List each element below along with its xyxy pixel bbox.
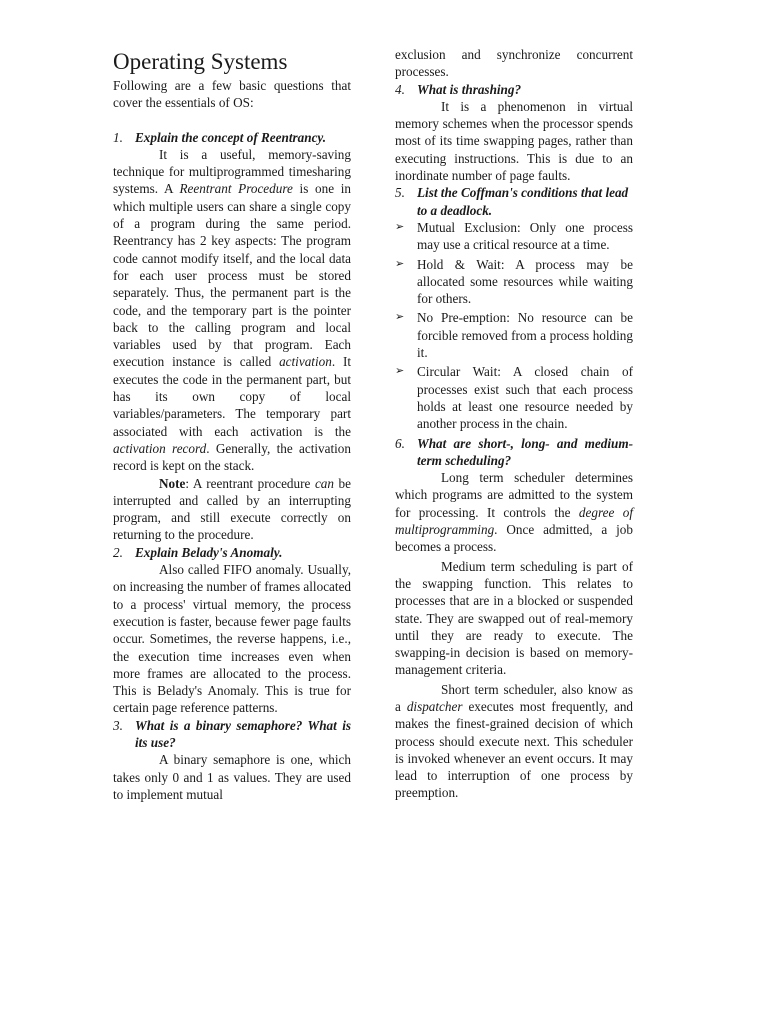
list-item-text: No Pre-emption: No resource can be forcible removed from a process holding it. <box>417 310 633 361</box>
arrow-bullet-icon: ➢ <box>395 220 405 233</box>
question-6 <box>395 435 633 470</box>
question-number: 1. <box>113 129 123 145</box>
emphasis-term: Reentrant Procedure <box>179 181 293 197</box>
answer-text: . Once admitted, a job becomes a process. <box>395 522 633 555</box>
answer-text: : A reentrant procedure <box>185 475 315 491</box>
coffman-conditions-list <box>395 219 633 433</box>
question-number: 6. <box>395 435 405 451</box>
emphasis-term: activation <box>279 354 332 370</box>
arrow-bullet-icon: ➢ <box>395 257 405 270</box>
left-column <box>113 45 351 803</box>
list-item <box>395 309 633 361</box>
list-item <box>395 219 633 254</box>
question-4 <box>395 81 633 98</box>
emphasis-term: can <box>314 475 334 491</box>
long-term-paragraph <box>395 469 633 555</box>
note-label: Note <box>159 475 186 491</box>
answer-text: executes most frequently, and makes the finest-grained decision of which process should execute next. This scheduler is invoked whenever an event occurs. It may lead to interruption of one process by preemption. <box>395 698 634 801</box>
right-column <box>395 46 633 802</box>
question-text: What is a binary semaphore? What is its use? <box>135 717 351 750</box>
question-text: Explain Belady's Anomaly. <box>135 544 283 560</box>
answer-text: be interrupted and called by an interrupting program, and still execute correctly on returning to the procedure. <box>113 475 351 543</box>
answer-1-paragraph <box>113 146 351 475</box>
answer-text: Long term scheduler determines which programs are admitted to the system for processing. It controls the <box>395 470 633 520</box>
question-1 <box>113 129 351 146</box>
emphasis-term: activation record <box>113 440 207 456</box>
question-number: 4. <box>395 81 405 97</box>
emphasis-term: degree of multiprogramming <box>395 504 633 538</box>
arrow-bullet-icon: ➢ <box>395 365 405 378</box>
intro-paragraph: Following are a few basic questions that cover the essentials of OS: <box>113 78 351 111</box>
answer-2-paragraph: Also called FIFO anomaly. Usually, on increasing the number of frames allocated to a process' virtual memory, the process execution is faster, because fewer page faults occur. Sometimes, the reverse happens, i.e., the execution time increases even when more frames are allocated to the process. This is Belady's Anomaly. This is true for certain page reference patterns. <box>113 562 352 716</box>
answer-3-paragraph: A binary semaphore is one, which takes only 0 and 1 as values. They are used to implement mutual <box>113 752 351 802</box>
question-2 <box>113 544 351 561</box>
answer-text: . Generally, the activation record is kept on the stack. <box>113 440 351 474</box>
question-text: Explain the concept of Reentrancy. <box>135 129 327 145</box>
question-number: 3. <box>113 717 123 733</box>
answer-text: Short term scheduler, also know as a <box>395 681 633 714</box>
question-number: 2. <box>113 544 123 560</box>
answer-text: It is a useful, memory-saving technique for multiprogrammed timesharing systems. A <box>113 146 351 197</box>
page-title: Operating Systems <box>113 49 288 74</box>
question-text: List the Coffman's conditions that lead to a deadlock. <box>417 185 629 218</box>
note-paragraph <box>113 475 351 544</box>
question-number: 5. <box>395 185 405 201</box>
question-5 <box>395 184 633 219</box>
question-text: What is thrashing? <box>417 81 522 97</box>
answer-3-continuation: exclusion and synchronize concurrent processes. <box>395 47 633 80</box>
list-item-text: Circular Wait: A closed chain of processes exist such that each process holds at least one resource needed by another process in the chain. <box>417 364 633 432</box>
answer-4-paragraph: It is a phenomenon in virtual memory schemes when the processor spends most of its time swapping pages, rather than executing instructions. This is due to an inordinate number of page faults. <box>395 98 633 184</box>
emphasis-term: dispatcher <box>406 698 463 714</box>
answer-text: is one in which multiple users can share a single copy of a program during the same period. Reentrancy has 2 key aspects: The program code cannot modify itself, and the local data for each user process must be stored separately. Thus, the permanent part is the code, and the temporary part is the pointer back to the calling program and local variables used by that program. Each execution instance is called <box>113 181 351 370</box>
question-3 <box>113 717 351 752</box>
list-item-text: Hold & Wait: A process may be allocated some resources while waiting for others. <box>417 256 633 307</box>
question-text: What are short-, long- and medium-term scheduling? <box>417 435 633 468</box>
list-item <box>395 363 633 432</box>
answer-text: . It executes the code in the permanent part, but has its own copy of local variables/parameters. The temporary part associated with each activation is the <box>113 354 351 439</box>
list-item <box>395 256 633 308</box>
short-term-paragraph <box>395 681 633 802</box>
arrow-bullet-icon: ➢ <box>395 311 405 324</box>
medium-term-paragraph: Medium term scheduling is part of the swapping function. This relates to processes that are in a blocked or suspended state. They are swapped out of real-memory until they are ready to execute. The swapping-in decision is based on memory-management criteria. <box>395 558 633 678</box>
list-item-text: Mutual Exclusion: Only one process may use a critical resource at a time. <box>417 219 633 253</box>
